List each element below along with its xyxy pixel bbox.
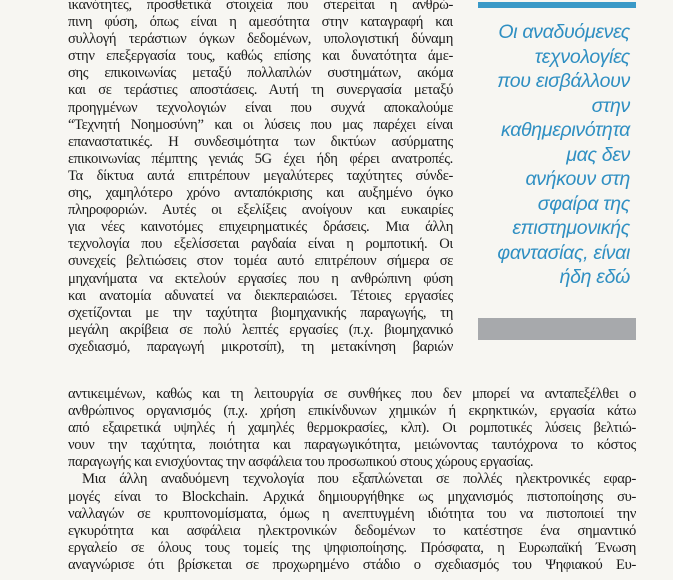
article-paragraph-start: Μια άλλη αναδυόμενη τεχνολογία που εξαπλώνεται σε πολλές ηλεκτρονικές εφαρ- — [82, 471, 636, 488]
article-line: σχεδιασμό, παραγωγή μικροτσίπ), τη μετακίνηση βαριών — [68, 338, 453, 355]
article-line: επαναστατικές. Η συνδεσιμότητα των δικτύων ασύρματης — [68, 133, 453, 150]
article-line: στην επεξεργασία τους, καθώς επίσης και δυνατότητα άμε- — [68, 48, 453, 65]
article-line: παραγωγής και ενισχύοντας την ασφάλεια του προσωπικού στους χώρους εργασίας. — [68, 454, 534, 471]
pull-quote-top-bar — [478, 2, 636, 8]
pull-quote-line: τεχνολογίες — [534, 45, 630, 68]
article-line: συλλογή τεράστιων όγκων δεδομένων, υπολογιστική δύναμη — [68, 31, 453, 48]
pull-quote-line: φαντασίας, είναι — [497, 241, 630, 264]
article-line: και ανατομία αδυνατεί να διεκπεραιώσει. Τέτοιες εργασίες — [68, 287, 453, 304]
pull-quote-bottom-bar — [478, 318, 636, 340]
article-line: ναλλαγών σε κρυπτονομίσματα, όμως η ανεπτυγμένη ιδιότητα του να πιστοποιεί την — [68, 505, 636, 522]
article-line: τεχνολογία που εξελίσσεται ραγδαία είναι η ρομποτική. Οι — [68, 236, 453, 253]
article-line: σχετίζονται με την ταχύτητα βιομηχανικής παραγωγής, τη — [68, 304, 453, 321]
article-line: σης, χαμηλότερο χρόνο ανταπόκρισης και αυξημένο όγκο — [68, 185, 453, 202]
article-line: νουν την ταχύτητα, ποιότητα και παραγωγικότητα, μειώνοντας ταυτόχρονα το κόστος — [68, 437, 636, 454]
article-line: ανθρώπινος οργανισμός (π.χ. χρήση επικίνδυνων χημικών ή εκρηκτικών, εργασία κάτω — [68, 403, 636, 420]
article-wide-column — [68, 386, 636, 574]
article-line: μεγάλη ακρίβεια σε πολύ λεπτές εργασίες (π.χ. βιομηχανικό — [68, 321, 453, 338]
article-line: επικοινωνίας πέμπτης γενιάς 5G έχει ήδη φέρει ανατροπές. — [68, 150, 453, 167]
article-line: και σε τεράστιες αποστάσεις. Αυτή τη συνεργασία μεταξύ — [68, 82, 453, 99]
article-line: συνεχείς βελτιώσεις στον τομέα αυτό επιτρέπουν σήμερα σε — [68, 253, 453, 270]
article-line: αντικειμένων, καθώς και τη λειτουργία σε συνθήκες που δεν μπορεί να ανταπεξέλθει ο — [68, 386, 636, 402]
article-line: πινη φύση, όπως είναι η αμεσότητα στην καταγραφή και — [68, 14, 453, 31]
article-narrow-column — [68, 0, 453, 356]
article-line: εγκυρότητα και ασφάλεια ηλεκτρονικών δεδομένων το κατέστησε ένα σημαντικό — [68, 522, 636, 539]
pull-quote-line: που εισβάλλουν — [497, 70, 630, 92]
pull-quote — [478, 0, 636, 330]
article-line: μηχανήματα να εκτελούν εργασίες που η ανθρώπινη φύση — [68, 270, 453, 287]
pull-quote-line: στην — [591, 94, 630, 117]
pull-quote-line: ήδη εδώ — [559, 266, 630, 288]
pull-quote-line: μας δεν — [566, 143, 630, 166]
pull-quote-line: ανήκουν στη — [525, 168, 630, 190]
article-line: αναγνώρισε ότι βρίσκεται σε προχωρημένο στάδιο ο σχεδιασμός του Ψηφιακού Ευ- — [68, 556, 636, 573]
article-line: ικανότητες, προσθετικά στοιχεία που στερείται η ανθρώ- — [68, 0, 453, 13]
pull-quote-line: σφαίρα της — [537, 192, 630, 215]
article-line: μογές είναι το Blockchain. Αρχικά δημιουργήθηκε ως μηχανισμός πιστοποίησης συ- — [68, 488, 636, 505]
pull-quote-line: Οι αναδυόμενες — [498, 21, 630, 43]
pull-quote-line: καθημερινότητα — [500, 119, 630, 141]
pull-quote-line: επιστημονικής — [512, 217, 630, 239]
article-line: από εξαιρετικά υψηλές ή χαμηλές θερμοκρασίες, κλπ). Οι ρομποτικές λύσεις βελτιώ- — [68, 420, 636, 437]
article-line: σης επικοινωνίας μεταξύ πολλαπλών συστημάτων, ακόμα — [68, 65, 453, 82]
article-line: για νέες καινοτόμες επιχειρηματικές δράσεις. Μια άλλη — [68, 219, 453, 236]
pull-quote-text — [472, 20, 630, 290]
article-line: πληροφοριών. Αυτές οι εξελίξεις ανοίγουν και ευκαιρίες — [68, 202, 453, 219]
article-line: Τα δίκτυα αυτά επιτρέπουν μεγαλύτερες ταχύτητες σύνδε- — [68, 167, 453, 184]
article-line: προηγμένων τεχνολογιών είναι που συχνά αποκαλούμε — [68, 99, 453, 116]
article-line: εργαλείο σε όλους τους τομείς της ψηφιοποίησης. Πρόσφατα, η Ευρωπαϊκή Ένωση — [68, 539, 636, 556]
article-line: “Τεχνητή Νοημοσύνη” και οι λύσεις που μας παρέχει είναι — [68, 116, 453, 133]
